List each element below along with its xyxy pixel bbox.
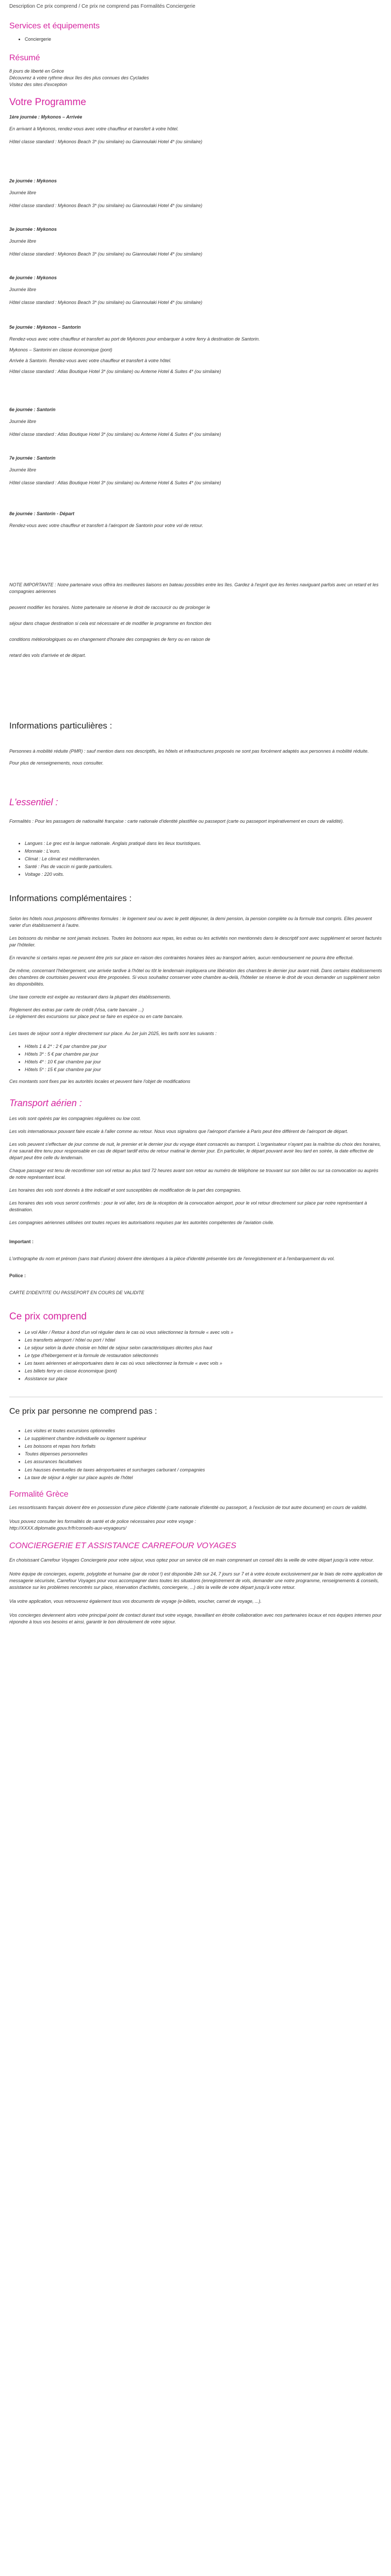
programme-section [9, 95, 383, 659]
day-block [9, 178, 383, 225]
essentiel-section [9, 795, 383, 878]
ceprix-title: Ce prix comprend [9, 1311, 87, 1323]
conciergerie-section [9, 1540, 383, 1626]
day-line: Rendez-vous avec votre chauffeur et transfert au port de Mykonos pour embarquer à votre ferry à destination de Santorin. [9, 336, 260, 342]
note-line: conditions météorologiques ou en changement d'horaire des compagnies de ferry ou en raison de [9, 636, 210, 642]
transport-section [9, 1096, 383, 1296]
list-item: • Les transferts aéroport / hôtel ou port / hôtel [25, 1337, 383, 1344]
formalite-line: Vous pouvez consulter les formalités de santé et de police nécessaires pour votre voyage : [9, 1518, 196, 1524]
complementaires-para: Les taxes de séjour sont à régler directement sur place. Au 1er juin 2025, les tarifs sont les suivants : [9, 1031, 217, 1037]
infos-line: Pour plus de renseignements, nous consulter. [9, 760, 104, 766]
day-line: Journée libre [9, 418, 37, 424]
ceprix-section [9, 1310, 383, 1382]
cenecomprend-list [9, 1428, 383, 1481]
day-title: 4e journée : Mykonos [9, 275, 57, 280]
day-block [9, 226, 383, 274]
essentiel-list [9, 840, 383, 878]
transport-para: Les horaires des vols vous seront confirmés : pour le vol aller, lors de la réception de la convocation aéroport, pour le vol retour directement sur place par notre représentant à destination. [9, 1200, 367, 1212]
day-hotel: Hôtel classe standard : Mykonos Beach 3* (ou similaire) ou Giannoulaki Hotel 4* (ou similaire) [9, 251, 203, 257]
formalite-title: Formalité Grèce [9, 1489, 69, 1499]
list-item: • Conciergerie [25, 36, 383, 43]
ceprix-list [9, 1329, 383, 1382]
day-line: Rendez-vous avec votre chauffeur et transfert à l'aéroport de Santorin pour votre vol de retour. [9, 522, 204, 528]
day-hotel: Hôtel classe standard : Mykonos Beach 3* (ou similaire) ou Giannoulaki Hotel 4* (ou similaire) [9, 299, 203, 305]
day-hotel: Hôtel classe standard : Mykonos Beach 3* (ou similaire) ou Giannoulaki Hotel 4* (ou similaire) [9, 139, 203, 144]
complementaires-para: En revanche si certains repas ne peuvent être pris sur place en raison des contraintes horaires liées au transport aérien, aucun remboursement ne pourra être effectué. [9, 955, 354, 960]
cenecomprend-section [9, 1405, 383, 1481]
day-title: 6e journée : Santorin [9, 406, 56, 412]
transport-para: Chaque passager est tenu de reconfirmer son vol retour au plus tard 72 heures avant son retour au numéro de téléphone se trouvant sur son billet ou sur sa convocation ou auprès de notre représentant local. [9, 1167, 379, 1180]
list-item: • Les taxes aériennes et aéroportuaires dans le cas où vous sélectionnez la formule « avec vols » [25, 1360, 383, 1367]
transport-para: Les vols internationaux pouvant faire escale à l'aller comme au retour. Nous vous signalons que l'aéroport d'arrivée à Paris peut être différent de l'aéroport de départ. [9, 1128, 348, 1134]
list-item: • La taxe de séjour à régler sur place auprès de l'hôtel [25, 1475, 383, 1481]
list-item: • Hôtels 3* : 5 € par chambre par jour [25, 1051, 383, 1058]
list-item: • Le séjour selon la durée choisie en hôtel de séjour selon caractéristiques décrites plus haut [25, 1345, 383, 1351]
day-hotel: Hôtel classe standard : Atlas Boutique Hotel 3* (ou similaire) ou Anteme Hotel & Suites 4* (ou similaire) [9, 431, 221, 437]
taxes-list [9, 1043, 383, 1073]
list-item: • Les hausses éventuelles de taxes aéroportuaires et surcharges carburant / compagnies [25, 1467, 383, 1473]
services-list [9, 36, 383, 43]
day-block [9, 511, 383, 559]
transport-para: Les vols peuvent s'effectuer de jour comme de nuit, le premier et le dernier jour du voyage étant consacrés au transport. L'organisateur n'ayant pas la maîtrise du choix des horaires, il ne saurait être tenu pour responsable en cas de départ tardif et/ou de retour matinal le dernier jour. En particulier, le départ pouvant avoir lieu tard en soirée, la date effective de départ peut être celle du lendemain. [9, 1141, 381, 1160]
day-hotel: Hôtel classe standard : Atlas Boutique Hotel 3* (ou similaire) ou Anteme Hotel & Suites 4* (ou similaire) [9, 480, 221, 485]
note-line: peuvent modifier les horaires. Notre partenaire se réserve le droit de raccourcir ou de prolonger le [9, 604, 210, 610]
list-item: • Les visites et toutes excursions optionnelles [25, 1428, 383, 1434]
breadcrumb: Description Ce prix comprend / Ce prix ne comprend pas Formalités Conciergerie [9, 4, 196, 9]
resume-line: 8 jours de liberté en Grèce [9, 68, 64, 74]
essentiel-intro: Formalités : Pour les passagers de nationalité française : carte nationale d'identité plastifiée ou passeport (carte ou passeport impérativement en cours de validité). [9, 818, 344, 824]
complementaires-para: De même, concernant l'hébergement, une arrivée tardive à l'hôtel ou tôt le lendemain impliquera une libération des chambres le dernier jour avant midi. Dans certains établissements des chambres de courtoisies peuvent vous être proposées. Si vous souhaitez conserver votre chambre au-delà, l'hôtelier se réserve le droit de vous demander un supplément selon les disponibilités. [9, 968, 382, 987]
list-item: • Le supplément chambre individuelle ou logement supérieur [25, 1435, 383, 1442]
list-item: • Santé : Pas de vaccin ni garde particuliers. [25, 863, 383, 870]
complementaires-para: Règlement des extras par carte de crédit (Visa, carte bancaire ...) [9, 1007, 144, 1013]
infos-section [9, 720, 383, 767]
resume-line: Découvrez à votre rythme deux îles des plus connues des Cyclades [9, 75, 149, 80]
resume-title: Résumé [9, 53, 40, 62]
day-title: 1ère journée : Mykonos – Arrivée [9, 114, 83, 120]
important-text: L'orthographe du nom et prénom (sans trait d'union) doivent être identiques à la pièce d'identité présentée lors de l'enregistrement et à l'embarquement du vol. [9, 1256, 335, 1262]
note-line: NOTE IMPORTANTE : Notre partenaire vous offrira les meilleures liaisons en bateau possibles entre les îles. Gardez à l'esprit que les ferries naviguant parfois avec un retard et les compagnies aériennes [9, 582, 379, 594]
list-item: • Hôtels 5* : 15 € par chambre par jour [25, 1066, 383, 1073]
conciergerie-para: En choisissant Carrefour Voyages Conciergerie pour votre séjour, vous optez pour un service clé en main comprenant un conseil dès la veille de votre départ jusqu'à votre retour. [9, 1557, 374, 1563]
services-section [9, 20, 383, 43]
taxes-note: Ces montants sont fixes par les autorités locales et peuvent faire l'objet de modifications [9, 1079, 190, 1084]
day-title: 7e journée : Santorin [9, 455, 56, 461]
list-item: • Langues : Le grec est la langue nationale. Anglais pratiqué dans les lieux touristiques. [25, 840, 383, 847]
police-label: Police : [9, 1273, 26, 1279]
transport-para: Les horaires des vols sont donnés à titre indicatif et sont susceptibles de modification de la part des compagnies. [9, 1187, 241, 1193]
essentiel-title: L'essentiel : [9, 796, 58, 807]
infos-line: Personnes à mobilité réduite (PMR) : sauf mention dans nos descriptifs, les hôtels et infrastructures proposés ne sont pas forcément adaptés aux personnes à mobilité réduite. [9, 748, 369, 754]
important-note [9, 559, 383, 659]
complementaires-para: Le règlement des excursions sur place peut se faire en espèce ou en carte bancaire. [9, 1014, 184, 1020]
complementaires-para: Les boissons du minibar ne sont jamais incluses. Toutes les boissons aux repas, les extras ou les activités non mentionnés dans le descriptif sont avec supplément et seront facturés par l'hôtelier. [9, 935, 382, 947]
day-title: 5e journée : Mykonos – Santorin [9, 324, 81, 330]
complementaires-para: Une taxe correcte est exigée au restaurant dans la plupart des établissements. [9, 994, 171, 1000]
list-item: • Le type d'hébergement et la formule de restauration sélectionnés [25, 1352, 383, 1359]
day-hotel: Hôtel classe standard : Mykonos Beach 3* (ou similaire) ou Giannoulaki Hotel 4* (ou similaire) [9, 202, 203, 208]
list-item: • Le vol Aller / Retour à bord d'un vol régulier dans le cas où vous sélectionnez la formule « avec vols » [25, 1329, 383, 1336]
day-line: Mykonos – Santorini en classe économique (pont) [9, 347, 112, 352]
transport-para: Les compagnies aériennes utilisées ont toutes reçues les autorisations requises par les autorités compétentes de l'aviation civile. [9, 1220, 274, 1225]
day-line: Journée libre [9, 190, 37, 195]
list-item: • Hôtels 4* : 10 € par chambre par jour [25, 1059, 383, 1065]
resume-section [9, 52, 383, 88]
day-block [9, 324, 383, 405]
day-title: 2e journée : Mykonos [9, 178, 57, 183]
formalite-section [9, 1488, 383, 1532]
complementaires-section [9, 892, 383, 1085]
list-item: • Monnaie : L'euro. [25, 848, 383, 855]
day-block [9, 406, 383, 454]
list-item: • Les assurances facultatives [25, 1459, 383, 1465]
formalite-link[interactable]: http://XXXX.diplomatie.gouv.fr/fr/conseils-aux-voyageurs/ [9, 1525, 126, 1531]
day-hotel: Hôtel classe standard : Atlas Boutique Hotel 3* (ou similaire) ou Anteme Hotel & Suites 4* (ou similaire) [9, 368, 221, 374]
resume-line: Visitez des sites d'exception [9, 82, 68, 88]
day-block [9, 114, 383, 177]
list-item: • Voltage : 220 volts. [25, 871, 383, 878]
list-item: • Assistance sur place [25, 1376, 383, 1382]
services-title: Services et équipements [9, 21, 100, 30]
list-item: • Les boissons et repas hors forfaits [25, 1443, 383, 1450]
list-item: • Toutes dépenses personnelles [25, 1451, 383, 1458]
list-item: • Les billets ferry en classe économique (pont) [25, 1368, 383, 1375]
important-label: Important : [9, 1239, 34, 1245]
cenecomprend-title: Ce prix par personne ne comprend pas : [9, 1407, 157, 1416]
day-line: Journée libre [9, 286, 37, 292]
complementaires-para: Selon les hôtels nous proposons différentes formules : le logement seul ou avec le petit déjeuner, la demi pension, la pension complète ou la formule tout compris. Elles peuvent varier d'un établissement à l'autre. [9, 916, 372, 928]
conciergerie-para: Via votre application, vous retrouverez également tous vos documents de voyage (e-billets, voucher, carnet de voyage, ...). [9, 1599, 262, 1604]
infos-title: Informations particulières : [9, 720, 112, 731]
conciergerie-para: Notre équipe de concierges, experte, polyglotte et humaine (par de robot !) est disponible 24h sur 24, 7 jours sur 7 et à votre écoute exclusivement par le biais de notre application de messagerie sécurisée, Carrefour Voyages pour vous accompagner dans toutes les situations (enregistrement de vols, demander une notre programme, renseignements & conseils, assistance sur les problèmes rencontrés sur place, réservation d'activités, conciergerie, ...) dès la veille de votre départ jusqu'à votre retour. [9, 1571, 383, 1590]
day-line: Arrivée à Santorin. Rendez-vous avec votre chauffeur et transfert à votre hôtel. [9, 358, 172, 363]
day-block [9, 275, 383, 323]
list-item: • Hôtels 1 & 2* : 2 € par chambre par jour [25, 1043, 383, 1050]
conciergerie-para: Vos concierges deviennent alors votre principal point de contact durant tout votre voyage, travaillant en étroite collaboration avec nos partenaires locaux et nos équipes internes pour répondre à tous vos besoins et ainsi, garantir le bon déroulement de votre séjour. [9, 1613, 382, 1625]
day-title: 3e journée : Mykonos [9, 226, 57, 232]
transport-title: Transport aérien : [9, 1098, 82, 1109]
programme-title: Votre Programme [9, 97, 86, 108]
day-line: Journée libre [9, 467, 37, 472]
day-block [9, 455, 383, 510]
list-item: • Climat : Le climat est méditerranéen. [25, 856, 383, 862]
day-title: 8e journée : Santorin - Départ [9, 511, 75, 516]
note-line: retard des vols d'arrivée et de départ. [9, 652, 86, 658]
day-line: Journée libre [9, 238, 37, 244]
note-line: séjour dans chaque destination si cela est nécessaire et de modifier le programme en fonction des [9, 620, 211, 626]
conciergerie-title: CONCIERGERIE ET ASSISTANCE CARREFOUR VOYAGES [9, 1541, 237, 1550]
day-line: En arrivant à Mykonos, rendez-vous avec votre chauffeur et transfert à votre hôtel. [9, 126, 179, 131]
police-text: CARTE D'IDENTITE OU PASSEPORT EN COURS DE VALIDITE [9, 1290, 144, 1296]
formalite-line: Les ressortissants français doivent être en possession d'une pièce d'identité (carte nationale d'identité ou passeport, à l'exclusion de tout autre document) en cours de validité. [9, 1504, 368, 1510]
transport-para: Les vols sont opérés par les compagnies régulières ou low cost. [9, 1115, 141, 1121]
complementaires-title: Informations complémentaires : [9, 893, 132, 903]
